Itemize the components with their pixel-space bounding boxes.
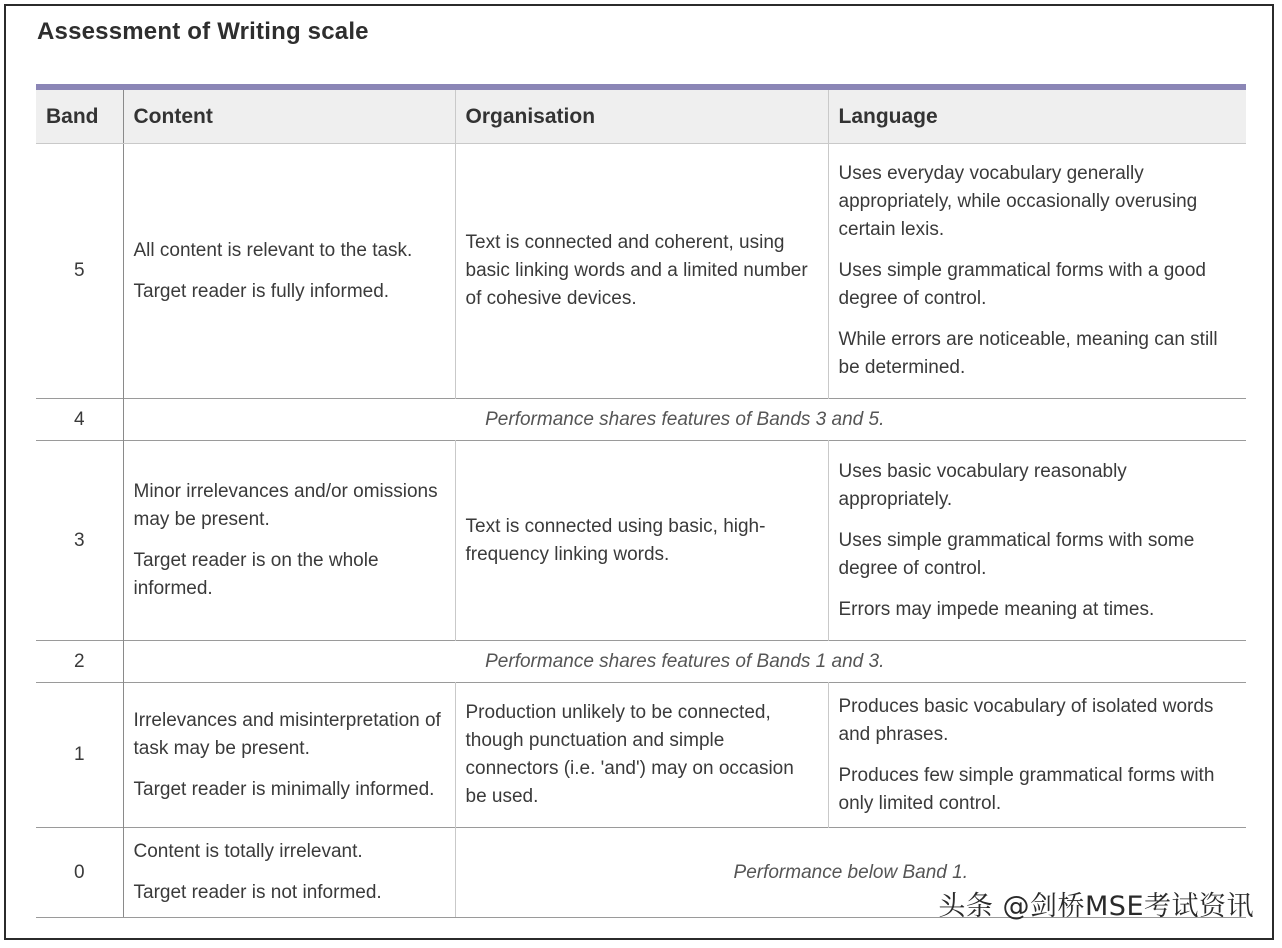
table-row bbox=[36, 641, 1246, 683]
language-cell bbox=[828, 683, 1246, 828]
content-cell bbox=[123, 144, 455, 399]
content-text: Target reader is fully informed. bbox=[133, 280, 390, 302]
watermark-text: 头条 @剑桥MSE考试资讯 bbox=[938, 891, 1254, 922]
language-text: Uses basic vocabulary reasonably appropriately. bbox=[838, 460, 1127, 510]
language-text: Uses simple grammatical forms with some degree of control. bbox=[838, 529, 1195, 579]
table-row bbox=[36, 683, 1246, 828]
content-text: Target reader is minimally informed. bbox=[133, 778, 435, 800]
content-text: Minor irrelevances and/or omissions may be present. bbox=[133, 481, 438, 530]
band-number: 3 bbox=[36, 441, 123, 641]
header-organisation: Organisation bbox=[455, 90, 828, 144]
content-text: Target reader is on the whole informed. bbox=[133, 550, 379, 599]
content-text: All content is relevant to the task. bbox=[133, 239, 413, 261]
header-band: Band bbox=[36, 90, 123, 144]
language-text: While errors are noticeable, meaning can still be determined. bbox=[838, 329, 1218, 378]
writing-scale-table bbox=[36, 90, 1246, 918]
content-cell bbox=[123, 683, 455, 828]
header-language: Language bbox=[828, 90, 1246, 144]
band-number: 5 bbox=[36, 144, 123, 399]
language-text: Produces basic vocabulary of isolated words and phrases. bbox=[838, 695, 1214, 745]
content-cell bbox=[123, 828, 455, 918]
content-text: Target reader is not informed. bbox=[133, 882, 382, 903]
band-number: 1 bbox=[36, 683, 123, 828]
document-title: Assessment of Writing scale bbox=[37, 18, 369, 45]
content-text: Irrelevances and misinterpretation of task may be present. bbox=[133, 709, 441, 759]
organisation-cell: Text is connected and coherent, using basic linking words and a limited number of cohesive devices. bbox=[455, 144, 828, 399]
shared-features-cell: Performance shares features of Bands 3 and 5. bbox=[123, 399, 1246, 441]
table-row bbox=[36, 144, 1246, 399]
shared-features-cell: Performance shares features of Bands 1 and 3. bbox=[123, 641, 1246, 683]
language-cell bbox=[828, 441, 1246, 641]
content-cell bbox=[123, 441, 455, 641]
table-row bbox=[36, 441, 1246, 641]
language-cell bbox=[828, 144, 1246, 399]
table-row bbox=[36, 399, 1246, 441]
language-text: Uses simple grammatical forms with a good degree of control. bbox=[838, 260, 1206, 309]
band-number: 4 bbox=[36, 399, 123, 441]
language-text: Produces few simple grammatical forms with only limited control. bbox=[838, 764, 1215, 814]
organisation-cell: Text is connected using basic, high-frequency linking words. bbox=[455, 441, 828, 641]
language-text: Uses everyday vocabulary generally appropriately, while occasionally overusing certain lexis. bbox=[838, 163, 1198, 240]
band-number: 2 bbox=[36, 641, 123, 683]
organisation-cell: Production unlikely to be connected, though punctuation and simple connectors (i.e. 'and') may on occasion be used. bbox=[455, 683, 828, 828]
band-number: 0 bbox=[36, 828, 123, 918]
language-text: Errors may impede meaning at times. bbox=[838, 598, 1155, 620]
table-header-row bbox=[36, 90, 1246, 144]
content-text: Content is totally irrelevant. bbox=[133, 841, 363, 862]
shared-features-cell: Performance below Band 1. bbox=[455, 828, 1246, 918]
header-content: Content bbox=[123, 90, 455, 144]
